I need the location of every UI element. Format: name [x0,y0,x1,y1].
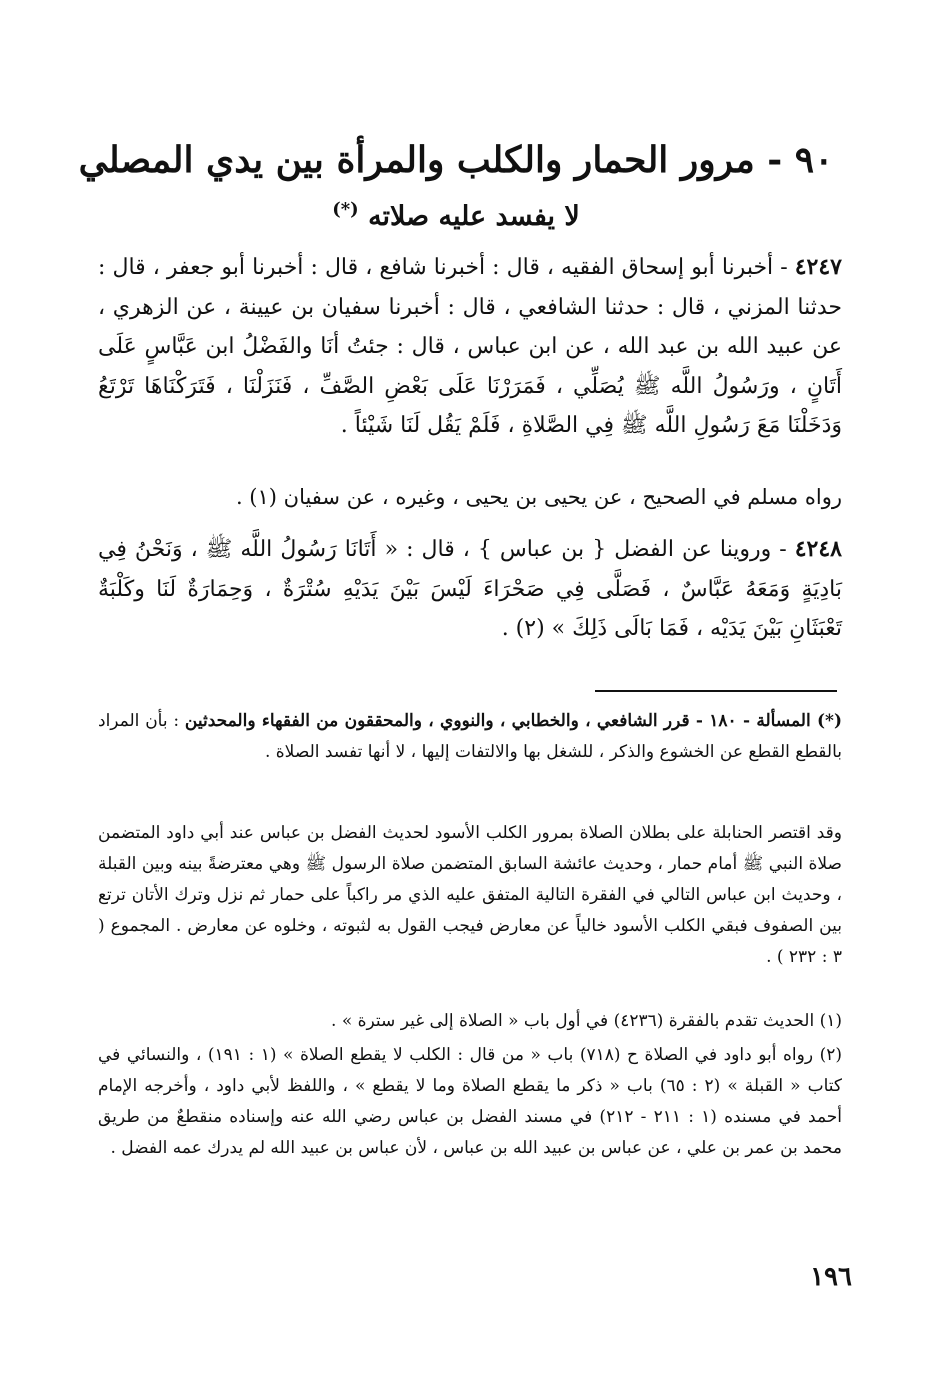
hadith-text: - وروينا عن الفضل { بن عباس } ، قال : « أَتَانَا رَسُولُ اللَّه ﷺ ، وَنَحْنُ فِي بَادِيَةٍ وَمَعَهُ عَبَّاسٌ ، فَصَلَّى فِي صَحْرَاءَ لَيْسَ بَيْنَ يَدَيْهِ سُتْرَةٌ ، وَحِمَارَةٌ لَنَا وكَلْبَةٌ تَعْبَثَانِ بَيْنَ يَدَيْه ، فَمَا بَالَى ذَلِكَ » (٢) . [98,537,842,641]
narration-note: رواه مسلم في الصحيح ، عن يحيى بن يحيى ، وغيره ، عن سفيان (١) . [235,485,842,509]
page-number: ١٩٦ [810,1262,852,1292]
chapter-subtitle-text: لا يفسد عليه صلاته [368,201,580,232]
footnote-star-continued: وقد اقتصر الحنابلة على بطلان الصلاة بمرور الكلب الأسود لحديث الفضل بن عباس عند أبي داود المتضمن صلاة النبي ﷺ أمام حمار ، وحديث عائشة السابق المتضمن صلاة الرسول ﷺ وهي معترضةً بينه وبين القبلة ، وحديث ابن عباس التالي في الفقرة التالية المتفق عليه الذي مر راكباً على حمار ثم نزل وترك الأتان ترتع بين الصفوف فبقي الكلب الأسود خالياً عن معارض فيجب القول به لثبوته ، وخلوه عن معارض . المجموع ( ٣ : ٢٣٢ ) . [98,823,842,967]
footnote-star-lead: (*) المسألة - ١٨٠ - قرر الشافعي ، والخطابي ، والنووي ، والمحققون من الفقهاء والمحدثين [184,711,842,731]
footnote-marker: (*) [332,199,359,220]
footnote-star [98,706,842,768]
chapter-subtitle [70,188,842,239]
hadith-4248 [98,530,842,649]
hadith-number: ٤٢٤٧ [794,254,842,280]
footnote-star-text: : بأن المراد بالقطع القطع عن الخشوع والذكر ، للشغل بها والالتفات إليها ، لا أنها تفسد الصلاة . [98,711,842,762]
hadith-number: ٤٢٤٨ [794,536,842,562]
hadith-4247 [98,248,842,446]
footnote-2: (٢) رواه أبو داود في الصلاة ح (٧١٨) باب « من قال : الكلب لا يقطع الصلاة » (١ : ١٩١) ، والنسائي في كتاب « القبلة » (٢ : ٦٥) باب « ذكر ما يقطع الصلاة وما لا يقطع » ، واللفظ لأبي داود ، وأخرجه الإمام أحمد في مسنده (١ : ٢١١ - ٢١٢) في مسند الفضل بن عباس رضي الله عنه وإسناده منقطعٌ من طريق محمد بن عمر بن علي ، عن عباس بن عبيد الله بن عباس ، لأن عباس بن عبيد الله لم يدرك عمه الفضل . [98,1045,842,1158]
footnote-divider [595,690,837,692]
footnote-1: (١) الحديث تقدم بالفقرة (٤٢٣٦) في أول باب « الصلاة إلى غير سترة » . [331,1011,842,1031]
chapter-title: ٩٠ - مرور الحمار والكلب والمرأة بين يدي المصلي [78,139,834,181]
hadith-text: - أخبرنا أبو إسحاق الفقيه ، قال : أخبرنا شافع ، قال : أخبرنا أبو جعفر ، قال : حدثنا المزني ، قال : حدثنا الشافعي ، قال : أخبرنا سفيان بن عيينة ، عن الزهري ، عن عبيد الله بن عبد الله ، عن ابن عباس ، قال : جئتُ أنَا والفَضْلُ ابن عَبَّاسٍ عَلَى أَتَانٍ ، ورَسُولُ اللَّه ﷺ يُصَلِّي ، فَمَرَرْنَا عَلَى بَعْضِ الصَّفِّ ، فَنَزَلْنَا ، فَتَرَكْنَاهَا تَرْتَعُ وَدَخَلْنَا مَعَ رَسُولِ اللَّه ﷺ فِي الصَّلاةِ ، فَلَمْ يَقُل لَنَا شَيْئاً . [98,255,843,438]
